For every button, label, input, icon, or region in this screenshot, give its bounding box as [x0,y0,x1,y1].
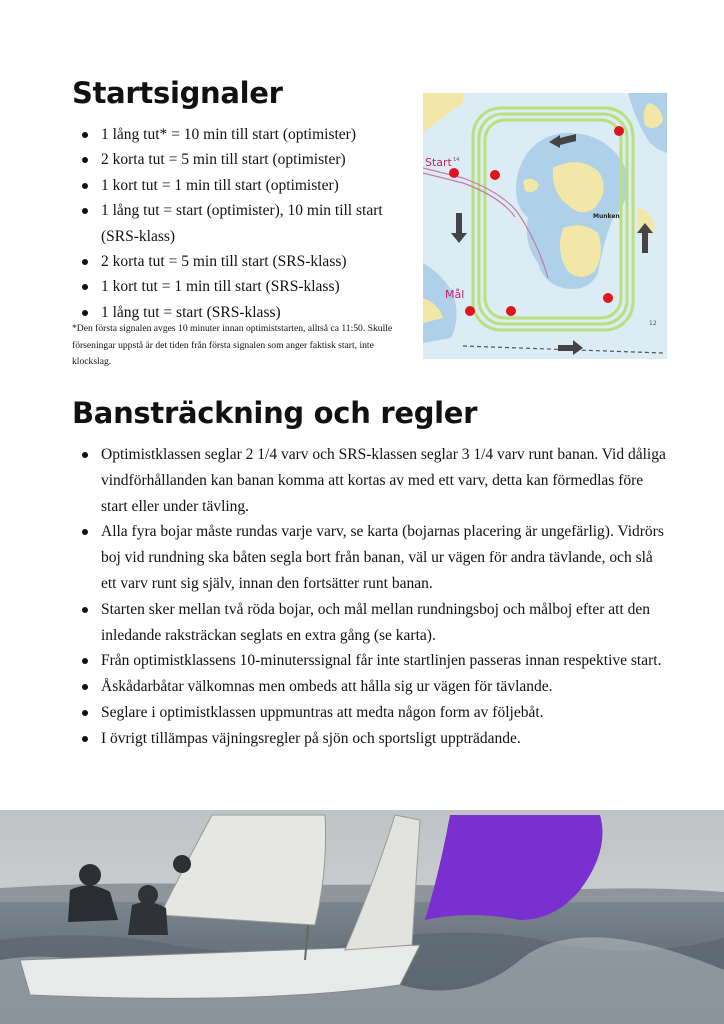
start-label: Start [425,156,452,169]
heading-startsignaler: Startsignaler [72,76,283,110]
start-buoy [490,170,500,180]
course-rules-list [72,442,672,752]
list-item: Seglare i optimistklassen uppmuntras att medta någon form av följebåt. [72,700,672,726]
island-label: Munken [593,213,620,220]
sailor [173,855,191,873]
list-item: 1 kort tut = 1 min till start (optimister) [72,173,422,198]
list-item: Starten sker mellan två röda bojar, och mål mellan rundningsboj och målboj efter att den inledande raksträckan seglats en extra gång (se karta). [72,597,672,649]
list-item: Åskådarbåtar välkomnas men ombeds att hålla sig ur vägen för tävlande. [72,674,672,700]
course-map [423,93,667,359]
list-item: 1 lång tut* = 10 min till start (optimister) [72,122,422,147]
sailor [79,864,101,886]
list-item: 2 korta tut = 5 min till start (optimister) [72,147,422,172]
footnote: *Den första signalen avges 10 minuter innan optimiststarten, alltså ca 11:50. Skulle förseningar uppstå är det tiden från första signalen som anger faktisk start, inte klockslag. [72,323,393,367]
list-item: 2 korta tut = 5 min till start (SRS-klass) [72,249,422,274]
list-item: Från optimistklassens 10-minuterssignal får inte startlinjen passeras innan respektive start. [72,648,672,674]
list-item: Optimistklassen seglar 2 1/4 varv och SRS-klassen seglar 3 1/4 varv runt banan. Vid dåliga vindförhållanden kan banan komma att kortas av med ett varv, detta kan förmedlas före start eller under tävling. [72,442,672,519]
sailor [128,902,168,935]
heading-banstrackning: Bansträckning och regler [72,396,478,430]
rounding-buoy [603,293,613,303]
list-item: Alla fyra bojar måste rundas varje varv, se karta (bojarnas placering är ungefärlig). Vidrörs boj vid rundning ska båten segla bort från banan, väl ur vägen för andra tävlande, och slå ett varv runt sig själv, innan den fortsätter runt banan. [72,519,672,596]
list-item: 1 lång tut = start (SRS-klass) [72,300,422,325]
map-number: 14 [453,157,460,163]
start-signal-list [72,122,422,325]
finish-buoy [465,306,475,316]
sailor [138,885,158,905]
finish-label: Mål [445,288,465,301]
sailing-photo [0,810,724,1024]
depth-label: 12 [649,320,657,327]
list-item: 1 lång tut = start (optimister), 10 min till start (SRS-klass) [72,198,422,249]
start-buoy [449,168,459,178]
finish-buoy [506,306,516,316]
rounding-buoy [614,126,624,136]
list-item: I övrigt tillämpas väjningsregler på sjön och sportsligt uppträdande. [72,726,672,752]
list-item: 1 kort tut = 1 min till start (SRS-klass) [72,274,422,299]
